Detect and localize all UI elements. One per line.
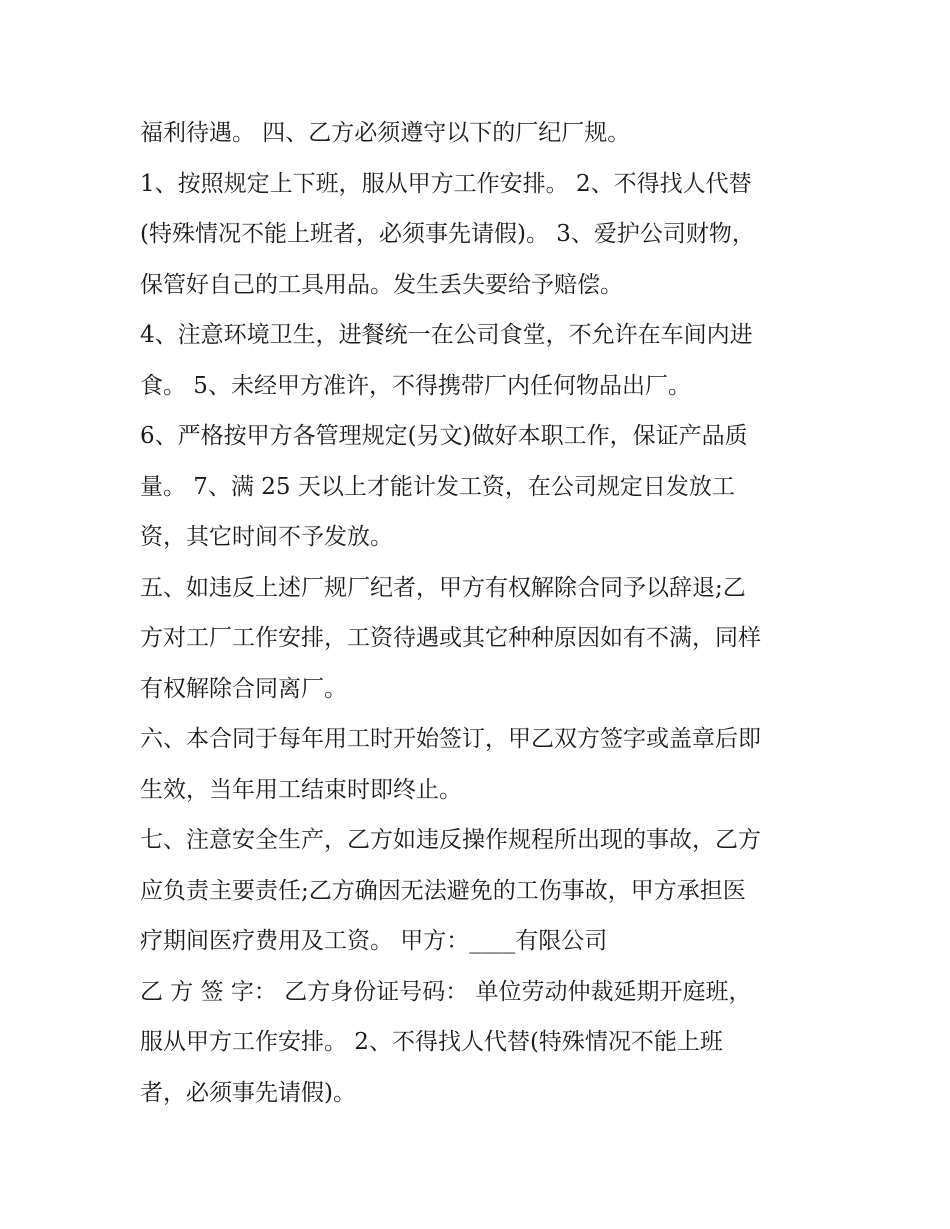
text-line: 福利待遇。 四、乙方必须遵守以下的厂纪厂规。 — [140, 120, 631, 146]
document-body — [140, 108, 830, 1118]
text-line: 保管好自己的工具用品。发生丢失要给予赔偿。 — [140, 271, 623, 298]
text-line: 食。 5、未经甲方准许，不得携带厂内任何物品出厂。 — [140, 372, 691, 399]
text-line: 生效，当年用工结束时即终止。 — [140, 776, 462, 803]
text-line: (特殊情况不能上班者，必须事先请假)。 3、爱护公司财物， — [140, 221, 755, 247]
text-line: 疗期间医疗费用及工资。 甲方：____有限公司 — [140, 928, 608, 954]
text-line: 方对工厂工作安排，工资待遇或其它种种原因如有不满，同样 — [140, 625, 761, 651]
text-line: 服从甲方工作安排。 2、不得找人代替(特殊情况不能上班 — [140, 1029, 723, 1055]
text-line: 量。 7、满 25 天以上才能计发工资，在公司规定日发放工 — [140, 473, 735, 500]
text-line: 6、严格按甲方各管理规定(另文)做好本职工作，保证产品质 — [140, 423, 748, 449]
text-line: 乙 方 签 字： 乙方身份证号码： 单位劳动仲裁延期开庭班， — [140, 978, 752, 1005]
text-line: 应负责主要责任;乙方确因无法避免的工伤事故，甲方承担医 — [140, 877, 746, 904]
text-line: 1、按照规定上下班，服从甲方工作安排。 2、不得找人代替 — [140, 170, 752, 197]
text-line: 资，其它时间不予发放。 — [140, 524, 393, 550]
text-line: 4、注意环境卫生，进餐统一在公司食堂，不允许在车间内进 — [140, 322, 753, 348]
text-line: 七、注意安全生产，乙方如违反操作规程所出现的事故，乙方 — [140, 827, 761, 853]
text-line: 五、如违反上述厂规厂纪者，甲方有权解除合同予以辞退;乙 — [140, 574, 746, 601]
text-line: 者，必须事先请假)。 — [140, 1079, 356, 1106]
text-line: 有权解除合同离厂。 — [140, 675, 347, 702]
text-line: 六、本合同于每年用工时开始签订，甲乙双方签字或盖章后即 — [140, 726, 761, 752]
